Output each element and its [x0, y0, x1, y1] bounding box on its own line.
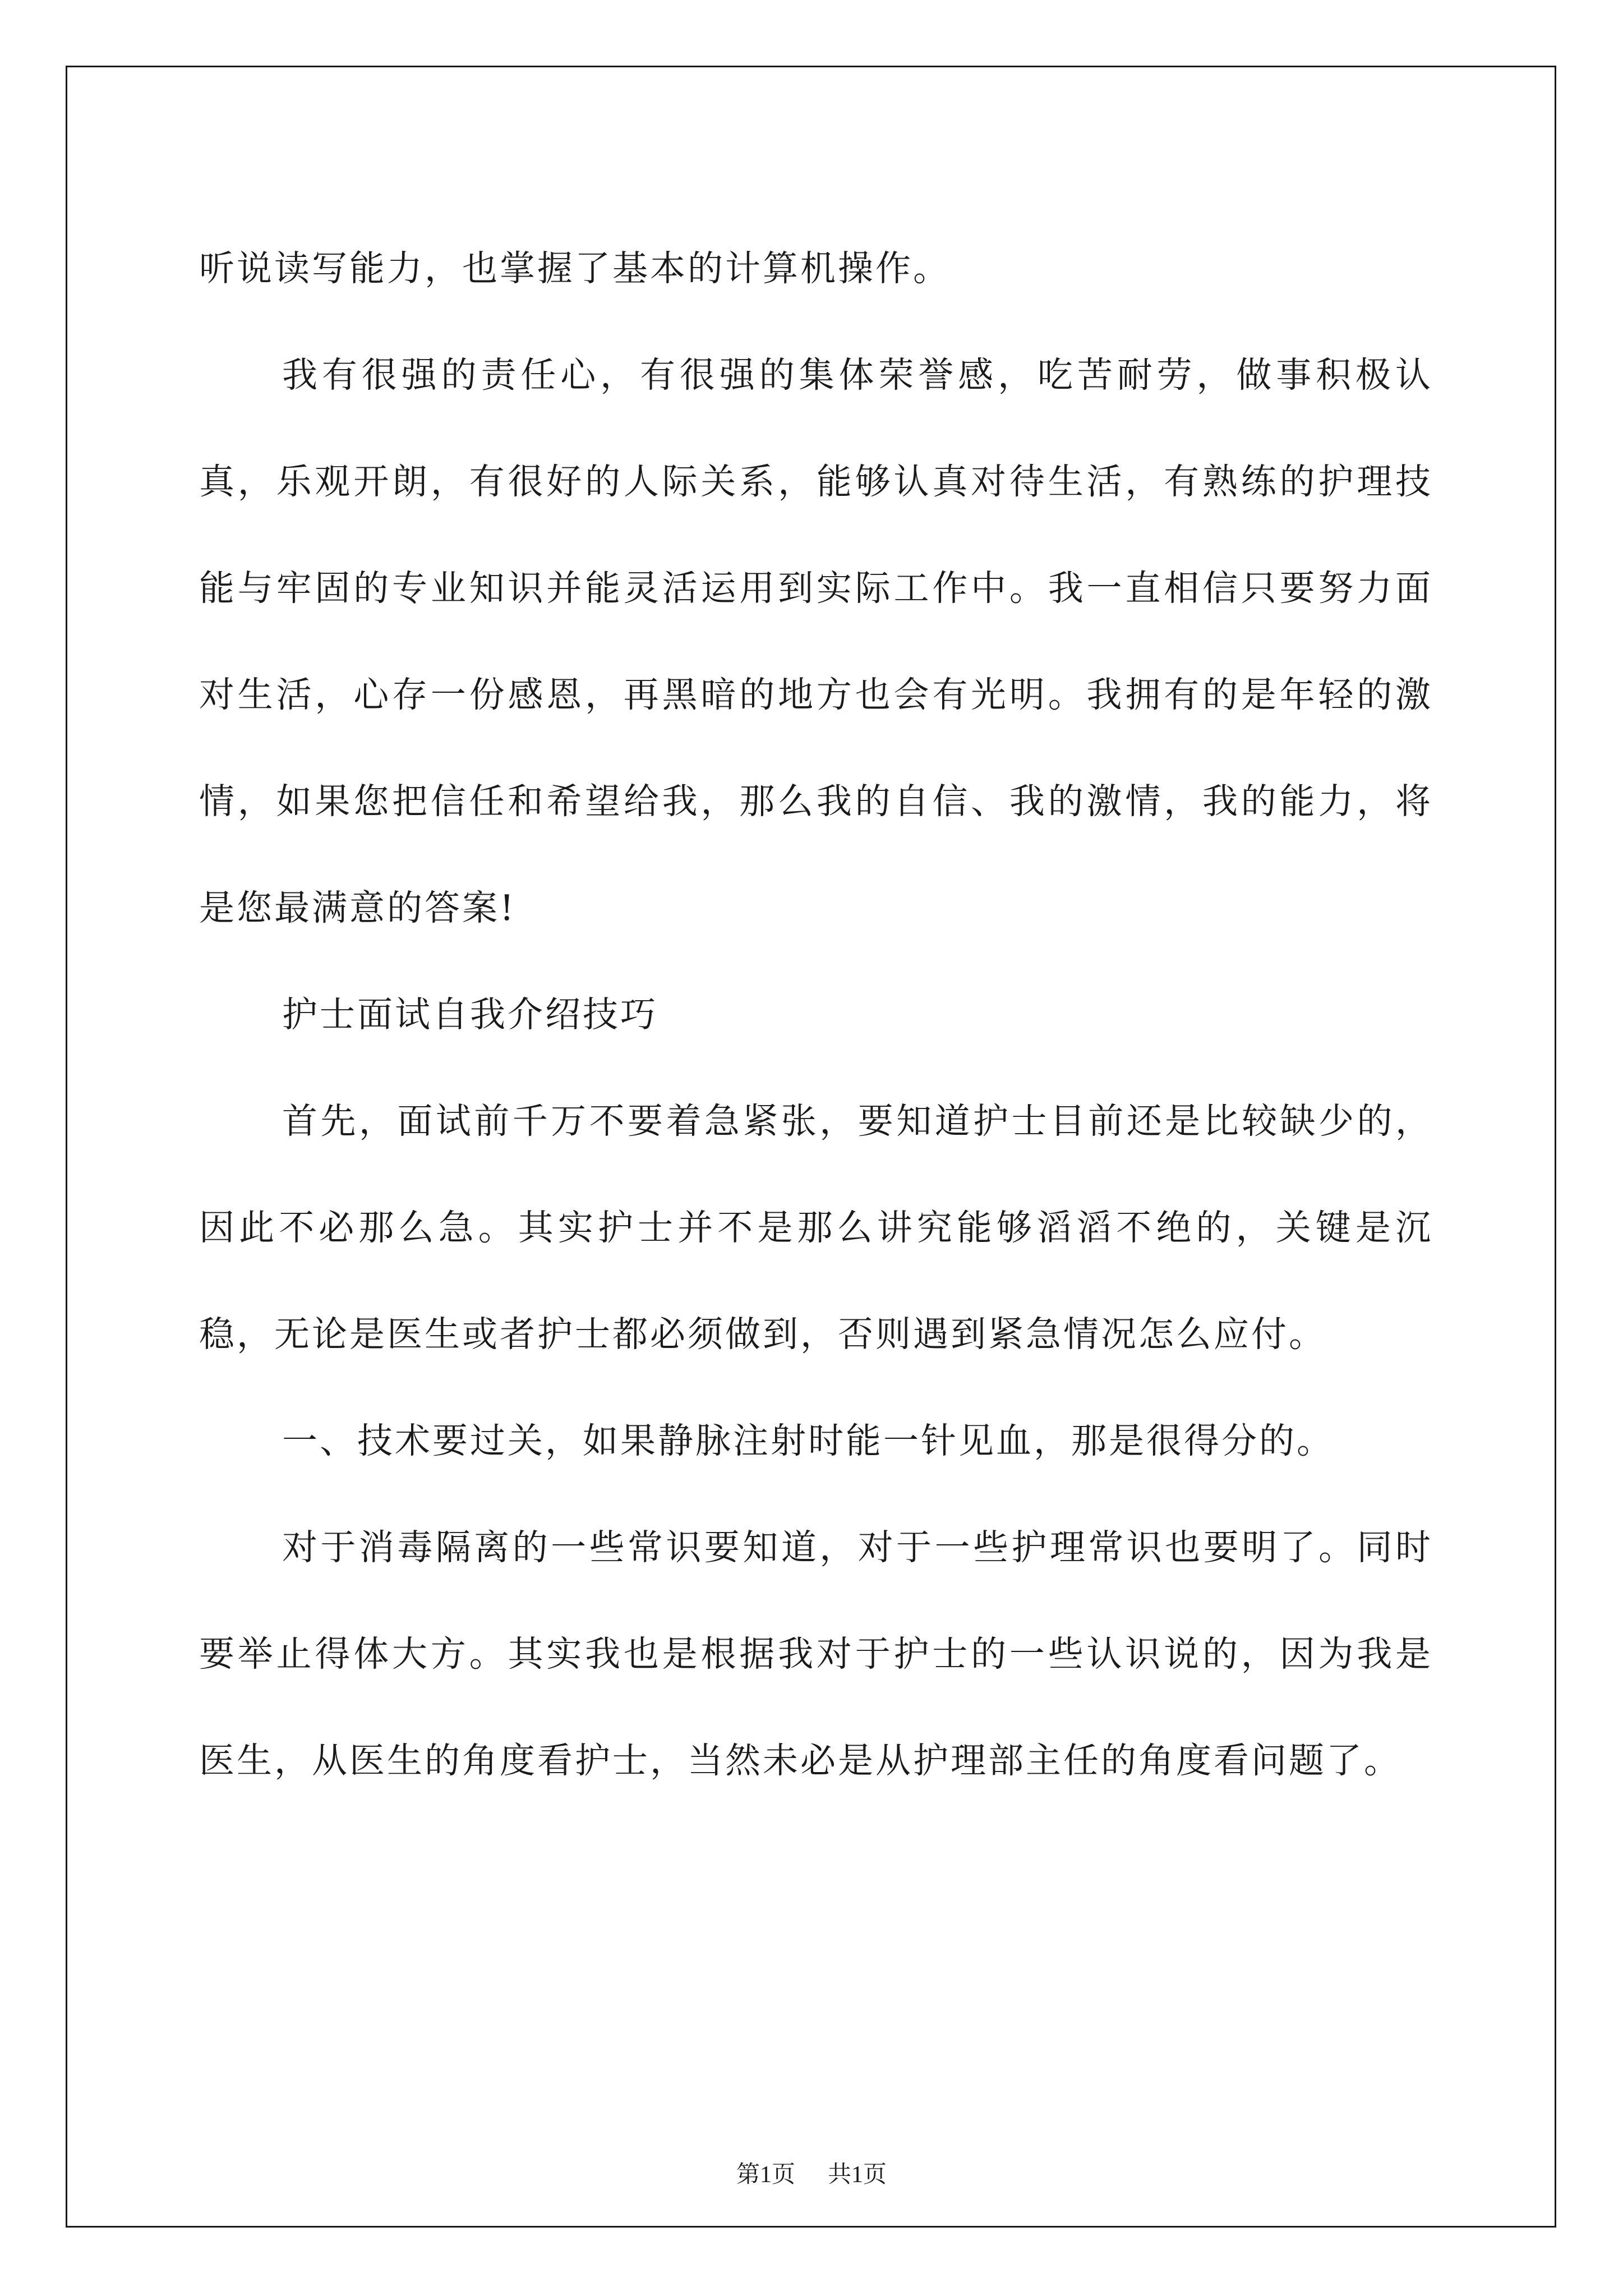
- document-body: [199, 215, 1433, 1814]
- page-footer: [0, 2161, 1623, 2189]
- paragraph-1: 听说读写能力，也掌握了基本的计算机操作。: [199, 248, 951, 289]
- page-total: 共1页: [828, 2162, 887, 2188]
- paragraph-2: 我有很强的责任心，有很强的集体荣誉感，吃苦耐劳，做事积极认真，乐观开朗，有很好的人际关系，能够认真对待生活，有熟练的护理技能与牢固的专业知识并能灵活运用到实际工作中。我一直相信只要努力面对生活，心存一份感恩，再黑暗的地方也会有光明。我拥有的是年轻的激情，如果您把信任和希望给我，那么我的自信、我的激情，我的能力，将是您最满意的答案!: [199, 355, 1433, 928]
- paragraph-5: 对于消毒隔离的一些常识要知道，对于一些护理常识也要明了。同时要举止得体大方。其实我也是根据我对于护士的一些认识说的，因为我是医生，从医生的角度看护士，当然未必是从护理部主任的角度看问题了。: [199, 1527, 1433, 1781]
- paragraph-4: 一、技术要过关，如果静脉注射时能一针见血，那是很得分的。: [282, 1420, 1334, 1461]
- paragraph-3: 首先，面试前千万不要着急紧张，要知道护士目前还是比较缺少的，因此不必那么急。其实护士并不是那么讲究能够滔滔不绝的，关键是沉稳，无论是医生或者护士都必须做到，否则遇到紧急情况怎么应付。: [199, 1101, 1433, 1355]
- page-number: 第1页: [736, 2162, 795, 2188]
- section-heading: 护士面试自我介绍技巧: [282, 994, 658, 1035]
